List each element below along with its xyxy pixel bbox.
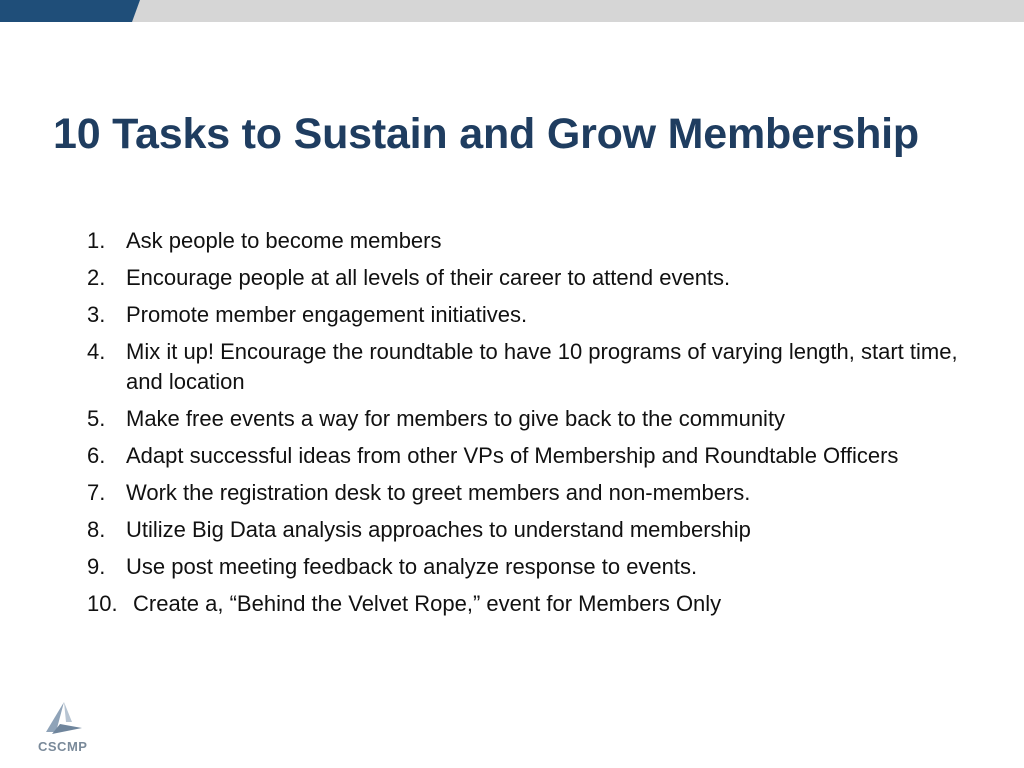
- top-bar: [0, 0, 1024, 22]
- task-number: 7.: [87, 480, 106, 505]
- task-number: 1.: [87, 228, 106, 253]
- task-number: 8.: [87, 517, 106, 542]
- task-text: Utilize Big Data analysis approaches to understand membership: [126, 517, 751, 542]
- task-text: Create a, “Behind the Velvet Rope,” event for Members Only: [133, 591, 722, 616]
- task-number: 10.: [87, 591, 118, 616]
- task-number: 2.: [87, 265, 106, 290]
- task-item: [87, 478, 967, 508]
- task-text: Adapt successful ideas from other VPs of Membership and Roundtable Officers: [126, 443, 899, 468]
- task-list: [87, 226, 967, 626]
- task-item: [87, 263, 967, 293]
- task-text: Make free events a way for members to give back to the community: [126, 406, 786, 431]
- task-text: Encourage people at all levels of their career to attend events.: [126, 265, 731, 290]
- task-item: [87, 404, 967, 434]
- task-item: [87, 515, 967, 545]
- task-number: 9.: [87, 554, 106, 579]
- task-number: 3.: [87, 302, 106, 327]
- task-text: Mix it up! Encourage the roundtable to have 10 programs of varying length, start time, and location: [126, 339, 958, 394]
- task-text: Ask people to become members: [126, 228, 442, 253]
- task-item: [87, 337, 967, 397]
- task-text: Work the registration desk to greet members and non-members.: [126, 480, 751, 505]
- task-item: [87, 441, 967, 471]
- task-number: 6.: [87, 443, 106, 468]
- task-item: [87, 552, 967, 582]
- task-text: Use post meeting feedback to analyze response to events.: [126, 554, 698, 579]
- task-item: [87, 226, 967, 256]
- task-item: [87, 589, 967, 619]
- task-number: 5.: [87, 406, 106, 431]
- task-item: [87, 300, 967, 330]
- cscmp-logo-text: CSCMP: [38, 739, 88, 754]
- task-number: 4.: [87, 339, 106, 364]
- task-text: Promote member engagement initiatives.: [126, 302, 528, 327]
- top-bar-accent: [0, 0, 140, 22]
- slide-title: 10 Tasks to Sustain and Grow Membership: [53, 110, 919, 158]
